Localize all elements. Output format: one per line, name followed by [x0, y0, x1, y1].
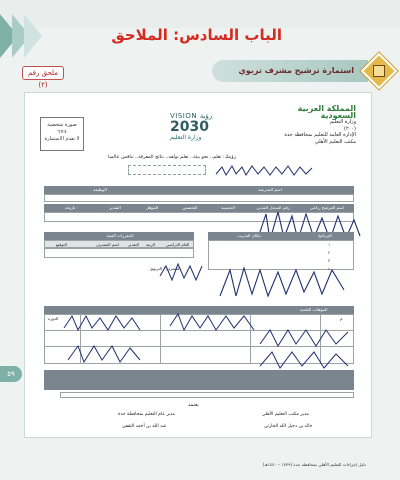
kingdom-name: المملكة العربية السعودية — [297, 104, 356, 120]
row-number: ١ — [328, 242, 331, 247]
page-number: ٥٩ — [0, 366, 22, 382]
table5-block — [44, 370, 354, 390]
photo-note: لا تقدم الاستمارة — [44, 136, 80, 142]
col-qualification: المؤهل — [145, 205, 159, 210]
chevron-icon — [24, 14, 42, 58]
photo-label: صورة شخصية — [47, 122, 77, 128]
col-date: تاريخه — [64, 205, 76, 210]
ministry-line4: مكتب التعليم الأهلي — [314, 138, 356, 145]
table2-row — [44, 248, 194, 258]
col-civil-id: رقم السجل المدني — [256, 205, 290, 210]
vision-ministry: وزارة التعليم — [170, 134, 202, 141]
row-number: ٢ — [328, 250, 331, 255]
col-supervisor-name: اسم المشرف — [96, 242, 119, 247]
col-job: الوظيفة — [93, 187, 107, 192]
appendix-tag: ملحق رقم (٢) — [22, 66, 64, 80]
chapter-title: الباب السادس: الملاحق — [111, 26, 282, 44]
ministry-header — [284, 106, 356, 145]
vision-keywords: رؤيتك: تعلم.. نحو بيئة.. تعلم تولفه.. نتائج المعرفة.. تنافس عالميا — [108, 155, 237, 160]
office-director-name: خالد بن دخيل الله الحارثي — [264, 424, 313, 429]
supervisor-title-label: المشرف / التربوي — [150, 266, 181, 271]
col-candidate-name: اسم المرشح رباعي — [310, 205, 344, 210]
col-training-place: مكان التدريب — [237, 233, 261, 238]
vision-label: VISION رؤية — [170, 112, 213, 120]
row-number: ٤ — [328, 266, 331, 271]
col-nationality: الجنسية — [221, 205, 235, 210]
row-number: ٣ — [328, 258, 331, 263]
gm-title: مدير عام التعليم بمحافظة جدة — [118, 412, 175, 417]
table1-row1 — [44, 194, 354, 202]
col-rank: الرتبة — [146, 242, 156, 247]
form-title: استمارة ترشيح مشرف تربوي — [238, 66, 354, 75]
office-director-title: مدير مكتب التعليم الأهلي — [262, 412, 309, 417]
school-name-field — [128, 165, 206, 175]
col-serial: م — [340, 316, 343, 321]
vision-year: 2030 — [170, 119, 209, 135]
col-academic-year: العام الدراسي — [166, 242, 190, 247]
ministry-line3: الإدارة العامة للتعليم بمحافظة جدة — [284, 132, 356, 138]
ministry-line2: (٢٠٠) — [344, 125, 356, 132]
handwritten-text-scribble — [50, 262, 350, 302]
col-school-name: اسم المدرسة — [258, 187, 282, 192]
col-signature: التوقيع — [56, 242, 67, 247]
col-assessment: التقدير — [128, 242, 139, 247]
footer-note: دليل إجراءات التعليم الأهلي بمحافظة جدة (١٤٣٩ – ١٤٤٠هـ) — [262, 462, 366, 467]
col-specialization: التخصص — [182, 205, 198, 210]
col-course: الدورة — [48, 316, 59, 321]
header-band — [0, 0, 400, 28]
photo-size: ٤×٦ — [57, 129, 67, 135]
handwritten-courses-scribble — [60, 312, 356, 372]
col-program: البرنامج — [318, 233, 332, 238]
document-icon — [373, 65, 385, 77]
gm-name: عبد الله بن أحمد الثقفي — [122, 424, 167, 429]
photo-box — [40, 117, 84, 151]
handwritten-id-scribble — [214, 164, 314, 178]
vision-2030-logo — [170, 112, 230, 152]
col-grade: التقدير — [109, 205, 121, 210]
table5-footer — [60, 392, 354, 398]
table2-title: المقررات الفنية — [106, 233, 134, 238]
table4-title: المؤهلات العلمية — [300, 307, 328, 312]
approval-title: يعتمد — [188, 402, 199, 408]
ministry-line1: وزارة التعليم — [329, 119, 356, 125]
